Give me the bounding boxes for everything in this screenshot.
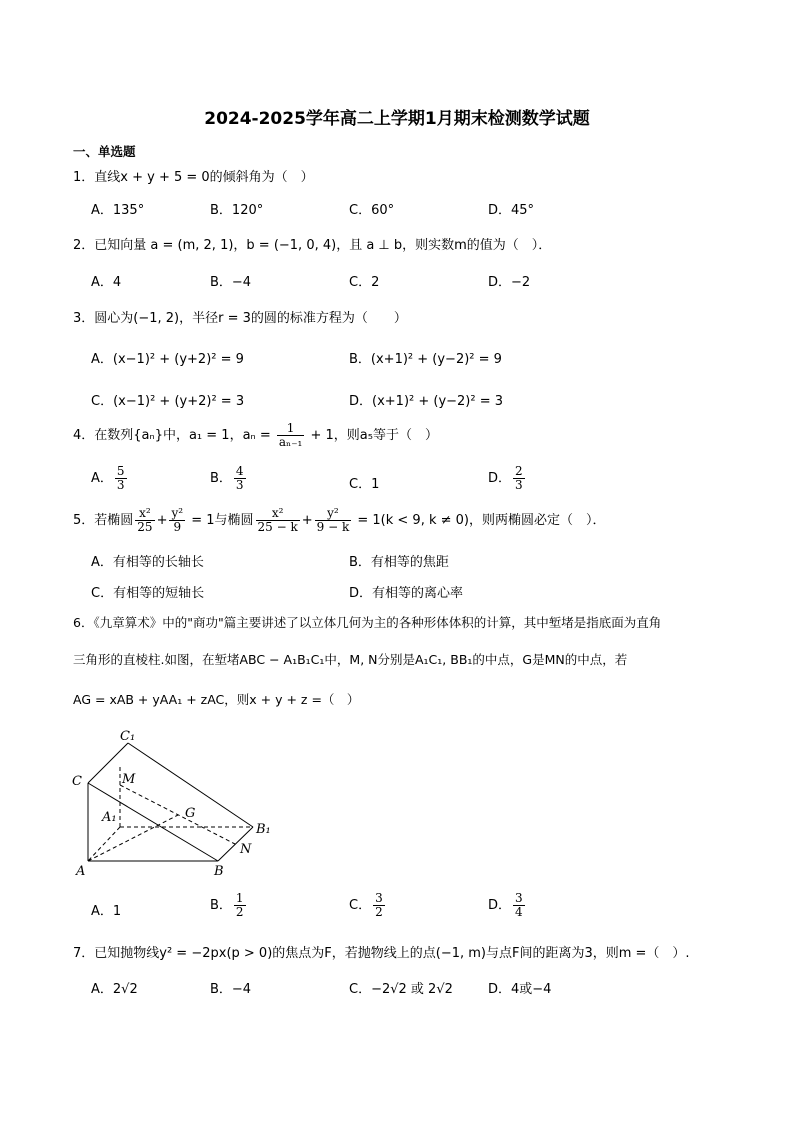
q6-option-c-label: C． xyxy=(349,898,372,913)
q5-frac-4 xyxy=(315,507,352,534)
q6-option-b-label: B． xyxy=(210,898,232,913)
question-2: 2．已知向量 a = (m, 2, 1)，b = (−1, 0, 4)，且 a ⊥ b，则实数m的值为（ ）． xyxy=(73,238,552,253)
q5-frac-2 xyxy=(169,507,185,534)
q1-option-a: A．135° xyxy=(91,203,145,218)
q5-frac-3 xyxy=(256,507,300,534)
q6-option-c-frac xyxy=(373,892,385,919)
q4-option-a-label: A． xyxy=(91,471,113,486)
q4-option-a-frac xyxy=(115,465,127,492)
q4-frac-denominator: aₙ₋₁ xyxy=(278,435,303,449)
frac-num: 3 xyxy=(515,891,523,905)
label-b: B xyxy=(214,864,224,879)
question-3: 3．圆心为(−1, 2)，半径r = 3的圆的标准方程为（ ） xyxy=(73,311,407,326)
q4-option-a xyxy=(91,465,129,492)
section-heading: 一、单选题 xyxy=(73,144,136,159)
segment-m-n xyxy=(120,785,235,844)
q6-option-a: A．1 xyxy=(91,904,122,919)
label-n: N xyxy=(240,842,252,857)
q4-option-d xyxy=(488,465,527,492)
frac-den: 25 xyxy=(137,520,153,534)
frac-num: y² xyxy=(315,507,352,521)
page-title: 2024-2025学年高二上学期1月期末检测数学试题 xyxy=(204,109,590,129)
q3-option-b: B．(x+1)² + (y−2)² = 9 xyxy=(349,352,502,367)
frac-den: 25 − k xyxy=(257,520,298,534)
q4-option-c: C．1 xyxy=(349,477,380,492)
q6-option-d-label: D． xyxy=(488,898,512,913)
frac-num: 4 xyxy=(235,464,244,478)
frac-num: x² xyxy=(256,507,300,521)
label-g: G xyxy=(185,806,196,821)
q2-option-b: B．−4 xyxy=(210,275,252,290)
q4-fraction xyxy=(277,422,305,449)
q5-suffix: = 1(k < 9, k ≠ 0)，则两椭圆必定（ ）． xyxy=(353,513,606,528)
frac-den: 9 xyxy=(173,520,182,534)
label-a1: A₁ xyxy=(102,810,117,825)
frac-num: 1 xyxy=(235,891,244,905)
q4-option-d-label: D． xyxy=(488,471,512,486)
q3-option-a: A．(x−1)² + (y+2)² = 9 xyxy=(91,352,244,367)
question-7: 7．已知抛物线y² = −2px(p > 0)的焦点为F，若抛物线上的点(−1, m)与点F间的距离为3，则m =（ ）. xyxy=(73,946,690,961)
q6-option-b-frac xyxy=(234,892,246,919)
question-4 xyxy=(73,422,438,449)
q2-option-a: A．4 xyxy=(91,275,122,290)
q7-option-d: D．4或−4 xyxy=(488,982,552,997)
label-b1: B₁ xyxy=(256,822,271,837)
q1-option-c: C．60° xyxy=(349,203,395,218)
frac-num: 2 xyxy=(515,464,523,478)
question-6-line-3: AG = xAB + yAA₁ + zAC，则x + y + z =（ ） xyxy=(73,692,360,707)
frac-den: 3 xyxy=(515,478,523,492)
question-6-line-1: 6．《九章算术》中的"商功"篇主要讲述了以立体几何为主的各种形体体积的计算，其中堑堵是指底面为直角 xyxy=(73,615,662,630)
prism-figure xyxy=(68,725,288,885)
edge-a1-a xyxy=(88,827,120,861)
frac-num: y² xyxy=(171,506,184,520)
q7-option-a: A．2√2 xyxy=(91,982,138,997)
q4-option-d-frac xyxy=(513,465,525,492)
q3-option-d: D．(x+1)² + (y−2)² = 3 xyxy=(349,394,504,409)
q5-option-a: A．有相等的长轴长 xyxy=(91,555,204,570)
question-5: 5．若椭圆 $\frac{\text{x²}}{25}$ + $\frac{\text{y²}}{9}$ = 1与椭圆 $\frac{\text{x²}}{25 - k}$ + $\frac{\text{y²}}{9 - k}$ = 1(k < 9, k ≠ 0)，则两椭圆必定（ ）． xyxy=(73,506,606,534)
q2-option-d: D．−2 xyxy=(488,275,531,290)
q5-option-c: C．有相等的短轴长 xyxy=(91,586,205,601)
q6-option-d-frac xyxy=(513,892,525,919)
q7-option-c: C．−2√2 或 2√2 xyxy=(349,982,453,997)
q1-option-d: D．45° xyxy=(488,203,535,218)
question-1: 1．直线x + y + 5 = 0的倾斜角为（ ） xyxy=(73,170,314,185)
frac-den: 2 xyxy=(375,905,383,919)
label-m: M xyxy=(122,772,136,787)
q6-option-c xyxy=(349,892,387,919)
q5-option-d: D．有相等的离心率 xyxy=(349,586,464,601)
q5-mid: = 1与椭圆 xyxy=(187,513,254,528)
q7-option-b: B．−4 xyxy=(210,982,252,997)
frac-den: 3 xyxy=(235,478,244,492)
q5-prefix: 5．若椭圆 xyxy=(73,513,134,528)
q4-suffix: + 1，则a₅等于（ ） xyxy=(306,428,438,443)
q4-frac-numerator: 1 xyxy=(277,422,305,436)
q4-option-b-frac xyxy=(234,465,246,492)
q4-option-b-label: B． xyxy=(210,471,232,486)
frac-den: 9 − k xyxy=(316,520,350,534)
q3-option-c: C．(x−1)² + (y+2)² = 3 xyxy=(91,394,245,409)
q5-frac-1 xyxy=(135,507,154,534)
label-c1: C₁ xyxy=(120,729,136,744)
q4-option-b xyxy=(210,465,248,492)
label-c: C xyxy=(72,774,82,789)
frac-den: 3 xyxy=(116,478,125,492)
frac-num: 3 xyxy=(375,891,383,905)
q6-option-d xyxy=(488,892,527,919)
q6-option-b xyxy=(210,892,248,919)
question-6-line-2: 三角形的直棱柱.如图，在堑堵ABC − A₁B₁C₁中，M, N分别是A₁C₁, BB₁的中点，G是MN的中点，若 xyxy=(73,652,628,667)
frac-num: 5 xyxy=(116,464,125,478)
label-a: A xyxy=(76,864,86,879)
q1-option-b: B．120° xyxy=(210,203,264,218)
q5-option-b: B．有相等的焦距 xyxy=(349,555,449,570)
frac-den: 2 xyxy=(235,905,244,919)
q4-prefix: 4．在数列{aₙ}中，a₁ = 1，aₙ = xyxy=(73,428,275,443)
frac-num: x² xyxy=(135,507,154,521)
frac-den: 4 xyxy=(515,905,523,919)
q2-option-c: C．2 xyxy=(349,275,380,290)
